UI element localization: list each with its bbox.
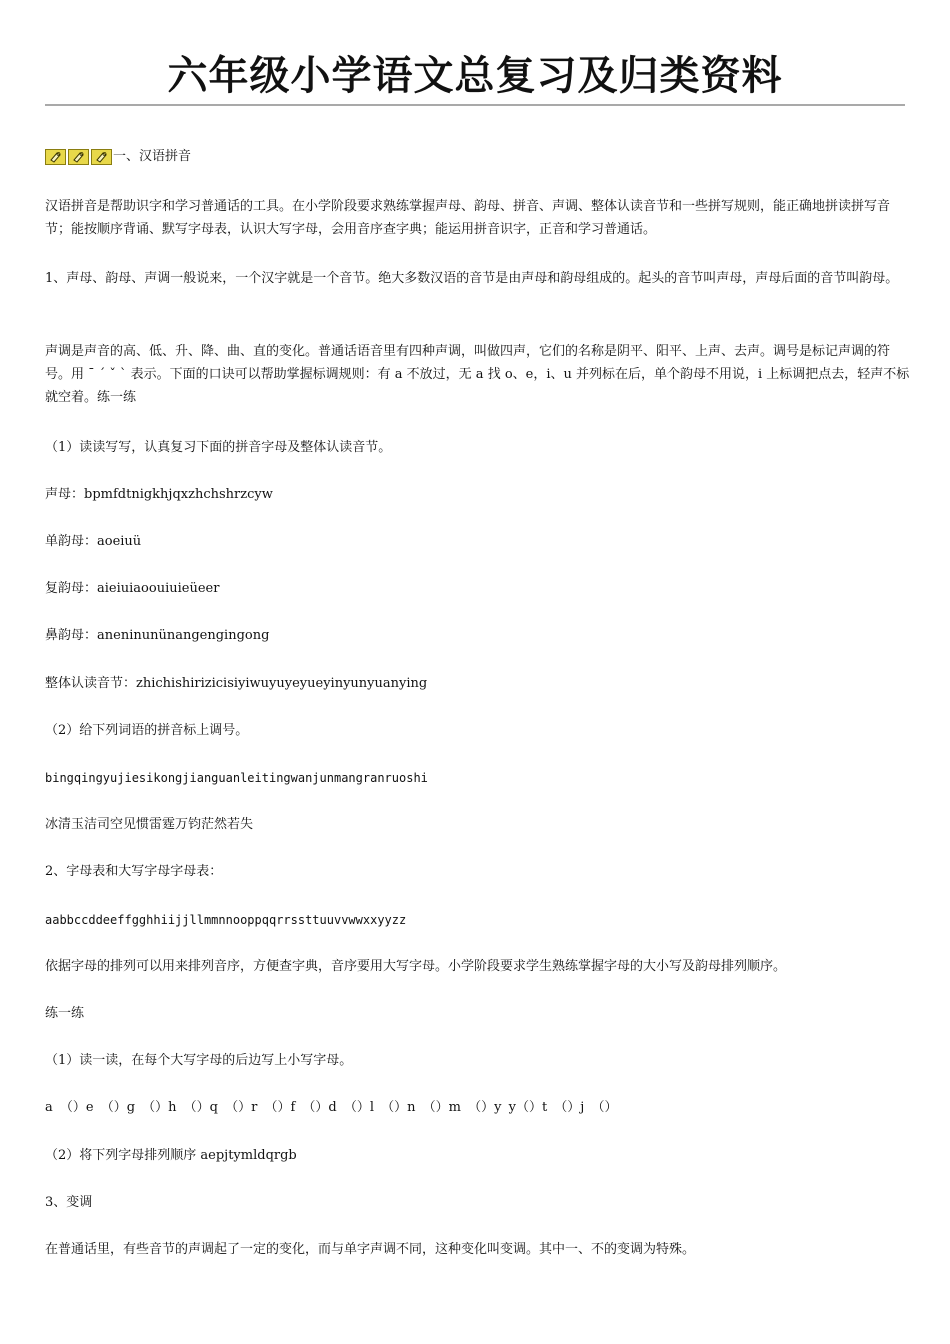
nasal-finals-line: 鼻韵母：aneninunünangengingong (45, 628, 270, 643)
practice-heading: 练一练 (45, 1006, 85, 1021)
chinese-words-line: 冰清玉洁司空见惯雷霆万钧茫然若失 (45, 817, 254, 832)
simple-finals-line: 单韵母：aoeiuü (45, 534, 142, 549)
section-icons (45, 149, 112, 165)
document-title: 六年级小学语文总复习及归类资料 (167, 52, 783, 99)
scroll-icon (45, 149, 66, 165)
alphabet-line: aabbccddeeffgghhiijjllmmnnooppqqrrssttuuvvwwxxyyzz (45, 913, 407, 927)
exercise-line: （1）读读写写，认真复习下面的拼音字母及整体认读音节。 (45, 440, 392, 455)
exercise-line: （2）将下列字母排列顺序 aepjtymldqrgb (45, 1148, 297, 1163)
paragraph-intro: 汉语拼音是帮助识字和学习普通话的工具。在小学阶段要求熟练掌握声母、韵母、拼音、声调、整体认读音节和一些拼写规则，能正确地拼读拼写音节；能按顺序背诵、默写字母表，认识大写字母，会用音序查字典；能运用拼音识字，正音和学习普通话。 (45, 199, 891, 237)
title-divider (45, 104, 905, 106)
pinyin-words-line: bingqingyujiesikongjianguanleitingwanjunmangranruoshi (45, 771, 428, 785)
paragraph-tones: 声调是声音的高、低、升、降、曲、直的变化。普通话语音里有四种声调，叫做四声，它们的名称是阴平、阳平、上声、去声。调号是标记声调的符号。用 ˉ ˊ ˇ ˋ 表示。下面的口诀可以帮助掌握标调规则：有 a 不放过，无 a 找 o、e，i、u 并列标在后，单个韵母不用说，i 上标调把点去，轻声不标就空着。练一练 (45, 344, 910, 405)
section-heading (45, 147, 191, 167)
section-heading-text: 一、汉语拼音 (113, 149, 192, 164)
alphabet-heading: 2、字母表和大写字母字母表： (45, 864, 223, 879)
exercise-line: （2）给下列词语的拼音标上调号。 (45, 723, 249, 738)
whole-syllables-line: 整体认读音节：zhichishirizicisiyiwuyuyeyueyinyunyuanying (45, 676, 428, 691)
initials-line: 声母：bpmfdtnigkhjqxzhchshrzcyw (45, 487, 273, 502)
compound-finals-line: 复韵母：aieiuiaoouiuieüeer (45, 581, 220, 596)
tone-change-heading: 3、变调 (45, 1195, 93, 1210)
scroll-icon (68, 149, 89, 165)
paragraph-initials-finals: 1、声母、韵母、声调一般说来，一个汉字就是一个音节。绝大多数汉语的音节是由声母和韵母组成的。起头的音节叫声母，声母后面的音节叫韵母。 (45, 271, 899, 286)
scroll-icon (91, 149, 112, 165)
letter-blanks-line: a （）e （）g （）h （）q （）r （）f （）d （）l （）n （）m （）y y（）t （）j （） (45, 1100, 618, 1115)
tone-change-text: 在普通话里，有些音节的声调起了一定的变化，而与单字声调不同，这种变化叫变调。其中一、不的变调为特殊。 (45, 1242, 696, 1257)
alphabet-explanation: 依据字母的排列可以用来排列音序，方便查字典，音序要用大写字母。小学阶段要求学生熟练掌握字母的大小写及韵母排列顺序。 (45, 959, 787, 974)
exercise-line: （1）读一读，在每个大写字母的后边写上小写字母。 (45, 1053, 353, 1068)
